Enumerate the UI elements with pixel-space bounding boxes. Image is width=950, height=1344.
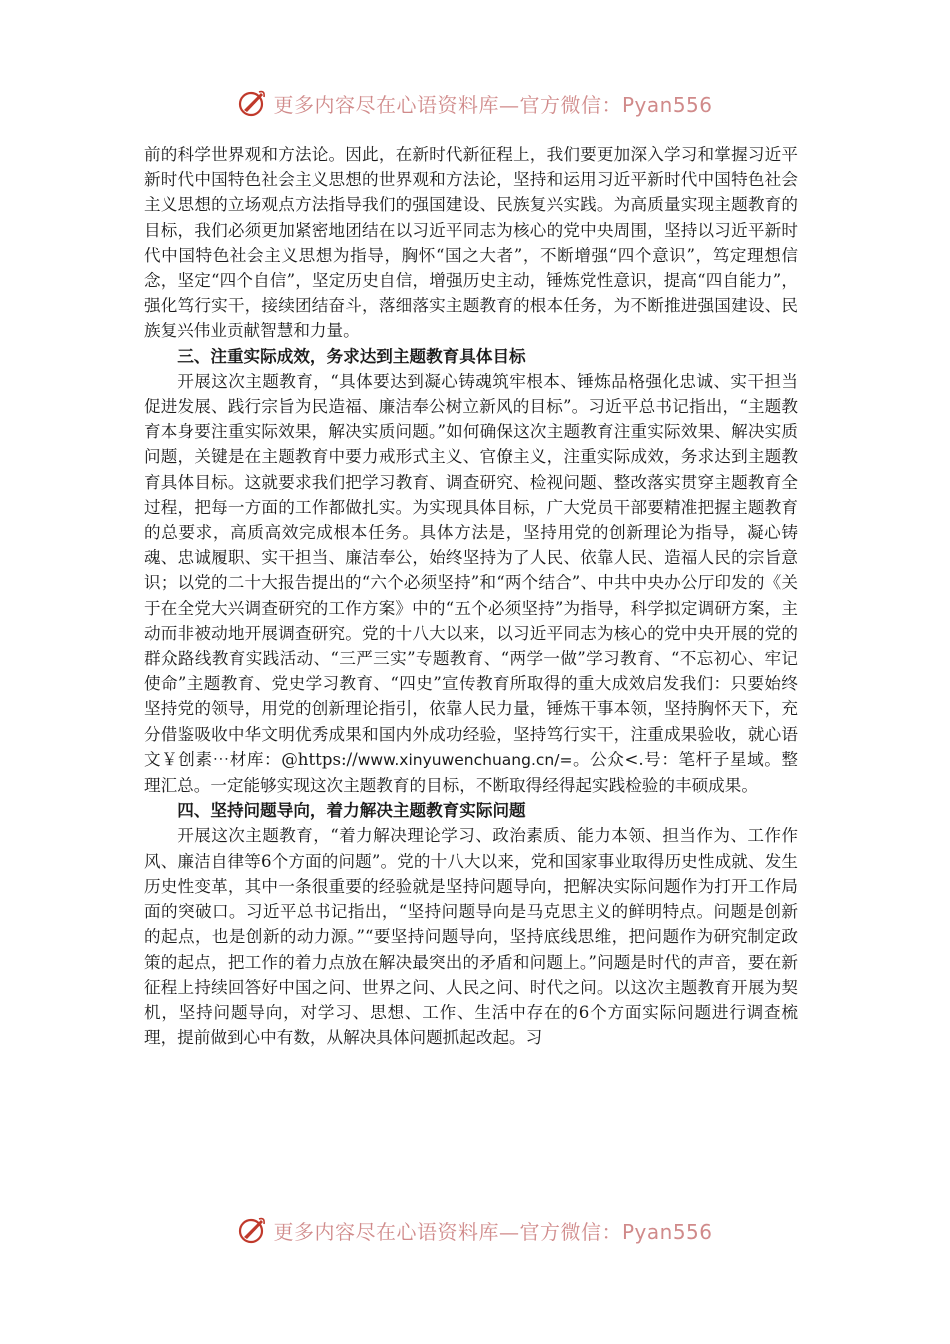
section-heading-4: 四、坚持问题导向，着力解决主题教育实际问题 xyxy=(177,800,526,821)
footer-banner xyxy=(0,1210,950,1250)
paragraph-2 xyxy=(144,369,798,798)
quill-logo-icon xyxy=(237,88,267,118)
footer-banner-handle: Pyan556 xyxy=(621,1219,713,1244)
header-banner-text: 更多内容尽在心语资料库—官方微信：Pyan556 xyxy=(273,92,713,117)
paragraph-3: 开展这次主题教育，“着力解决理论学习、政治素质、能力本领、担当作为、工作作风、廉洁自律等6个方面的问题”。党的十八大以来，党和国家事业取得历史性成就、发生历史性变革，其中一条很重要的经验就是坚持问题导向，把解决实际问题作为打开工作局面的突破口。习近平总书记指出，“坚持问题导向是马克思主义的鲜明特点。问题是创新的起点，也是创新的动力源。”“要坚持问题导向，坚持底线思维，把问题作为研究制定政策的起点，把工作的着力点放在解决最突出的矛盾和问题上。”问题是时代的声音，要在新征程上持续回答好中国之问、世界之问、人民之问、时代之问。以这次主题教育开展为契机，坚持问题导向，对学习、思想、工作、生活中存在的6个方面实际问题进行调查梳理，提前做到心中有数，从解决具体问题抓起改起。习 xyxy=(144,826,798,1048)
header-banner-handle: Pyan556 xyxy=(621,92,713,117)
document-body xyxy=(144,142,798,1050)
paragraph-2-text-a: 开展这次主题教育，“具体要达到凝心铸魂筑牢根本、锤炼品格强化忠诚、实干担当促进发展、践行宗旨为民造福、廉洁奉公树立新风的目标”。习近平总书记指出，“主题教育本身要注重实际效果，解决实质问题。”如何确保这次主题教育注重实际效果、解决实质问题，关键是在主题教育中要力戒形式主义、官僚主义，注重实际成效，务求达到主题教育具体目标。这就要求我们把学习教育、调查研究、检视问题、整改落实贯穿主题教育全过程，把每一方面的工作都做扎实。为实现具体目标，广大党员干部要精准把握主题教育的总要求，高质高效完成根本任务。具体方法是，坚持用党的创新理论为指导，凝心铸魂、忠诚履职、实干担当、廉洁奉公，始终坚持为了人民、依靠人民、造福人民的宗旨意识；以党的二十大报告提出的“六个必须坚持”和“两个结合”、中共中央办公厅印发的《关于在全党大兴调查研究的工作方案》中的“五个必须坚持”为指导，科学拟定调研方案，主动而非被动地开展调查研究。党的十八大以来，以习近平同志为核心的党中央开展的党的群众路线教育实践活动、“三严三实”专题教育、“两学一做”学习教育、“不忘初心、牢记使命”主题教育、党史学习教育、“四史”宣传教育所取得的重大成效启发我们：只要始终坚持党的领导，用党的创新理论指引，依靠人民力量，锤炼干事本领，坚持胸怀天下，充分借鉴吸收中华文明优秀成果和国内外成功经验，坚持笃行实干，注重成果验收，就心语文￥创素⋯材库：@https:// xyxy=(144,371,798,769)
quill-logo-icon xyxy=(237,1215,267,1245)
paragraph-1: 前的科学世界观和方法论。因此，在新时代新征程上，我们要更加深入学习和掌握习近平新时代中国特色社会主义思想的世界观和方法论，坚持和运用习近平新时代中国特色社会主义思想的立场观点方法指导我们的强国建设、民族复兴实践。为高质量实现主题教育的目标，我们必须更加紧密地团结在以习近平同志为核心的党中央周围，坚持以习近平新时代中国特色社会主义思想为指导，胸怀“国之大者”，不断增强“四个意识”，笃定理想信念，坚定“四个自信”，坚定历史自信，增强历史主动，锤炼党性意识，提高“四自能力”，强化笃行实干，接续团结奋斗，落细落实主题教育的根本任务，为不断推进强国建设、民族复兴伟业贡献智慧和力量。 xyxy=(144,145,798,341)
footer-banner-text: 更多内容尽在心语资料库—官方微信：Pyan556 xyxy=(273,1219,713,1244)
header-banner xyxy=(0,83,950,123)
paragraph-2-url: www.xinyuwenchuang.cn/= xyxy=(357,750,573,769)
paragraph-2-text-b: 。公众<.号：笔杆子星域。整理汇总。一定能够实现这次主题教育的目标，不断取得经得起实践检验的丰硕成果。 xyxy=(144,749,798,796)
section-heading-3: 三、注重实际成效，务求达到主题教育具体目标 xyxy=(177,345,526,366)
